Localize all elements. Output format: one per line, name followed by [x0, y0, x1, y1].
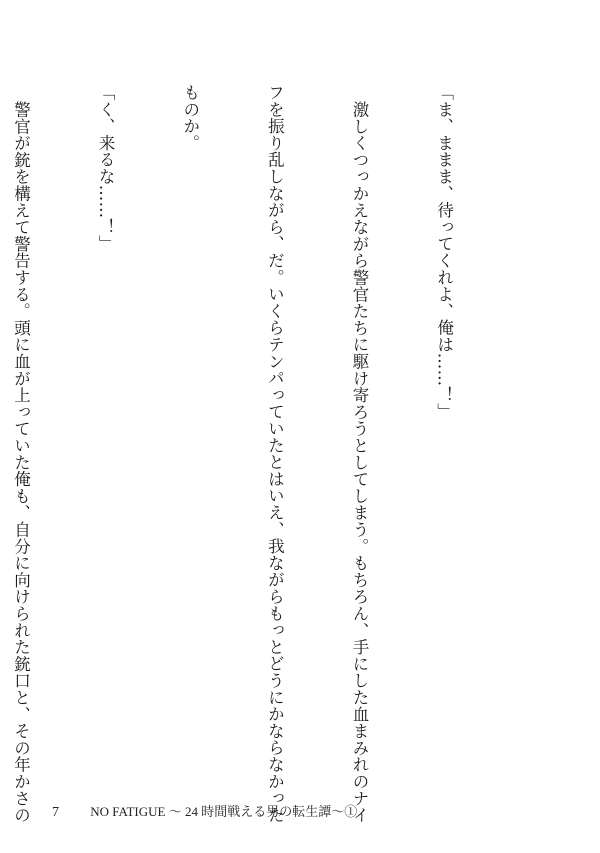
- narration-line: 警官が銃を構えて警告する。頭に血が上っていた俺も、自分に向けられた銃口と、その年かさの: [11, 100, 31, 823]
- narration-line: ものか。: [180, 84, 200, 152]
- narration-line: 激しくつっかえながら警官たちに駆け寄ろうとしてしまう。もちろん、手にした血まみれのナイ: [349, 100, 369, 823]
- dialogue-line: 「く、来るな……！」: [96, 84, 116, 252]
- running-title: NO FATIGUE ～ 24 時間戦える男の転生譚～①: [90, 804, 358, 819]
- dialogue-line: 「ま、ままま、待ってくれよ、俺は……！」: [434, 84, 454, 420]
- page-footer: [52, 801, 357, 821]
- narration-line: フを振り乱しながら、だ。いくらテンパっていたとはいえ、我ながらもっとどうにかならなかった: [265, 84, 285, 824]
- page-number: 7: [52, 805, 59, 820]
